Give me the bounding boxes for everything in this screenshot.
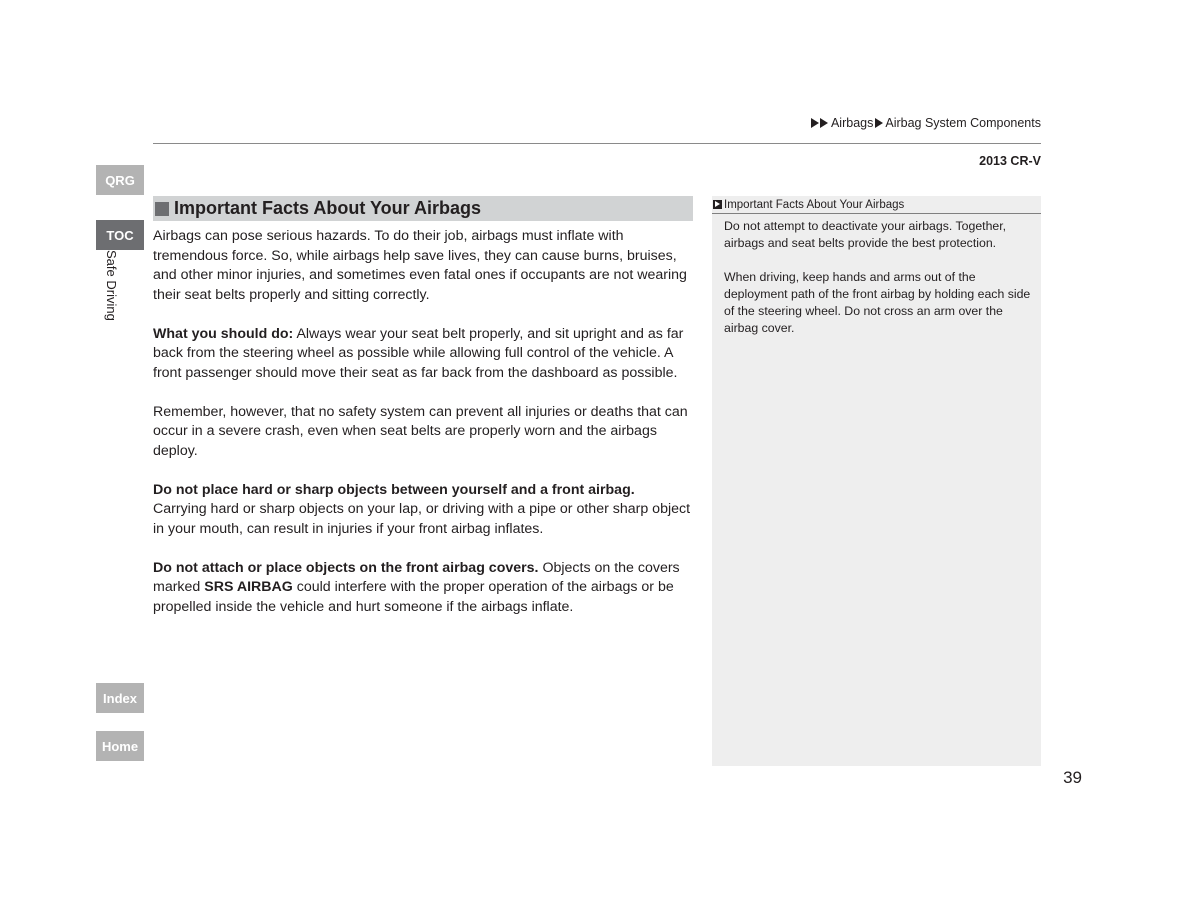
paragraph-remember: Remember, however, that no safety system can prevent all injuries or deaths that can occur in a severe crash, even when seat belts are properly worn and the airbags deploy. xyxy=(153,403,688,459)
paragraph-text: Objects on the covers marked xyxy=(153,559,680,595)
header-divider xyxy=(153,143,1041,144)
section-label: Safe Driving xyxy=(104,250,119,321)
paragraph-text: could interfere with the proper operation of the airbags or be propelled inside the vehicle and hurt someone if the airbags inflate. xyxy=(153,579,674,615)
paragraph-hazards: Airbags can pose serious hazards. To do their job, airbags must inflate with tremendous force. So, while airbags help save lives, they can cause burns, bruises, and other minor injuries, and sometimes even fatal ones if occupants are not wearing their seat belts properly and sitting correctly. xyxy=(153,228,687,303)
paragraph-sharp-objects xyxy=(153,481,698,540)
index-tab[interactable]: Index xyxy=(96,683,144,713)
toc-tab[interactable]: TOC xyxy=(96,220,144,250)
heading-square-icon xyxy=(155,202,169,216)
note-panel xyxy=(712,196,1041,766)
model-label: 2013 CR-V xyxy=(979,154,1041,168)
page-number: 39 xyxy=(1063,768,1082,787)
breadcrumb-current-page[interactable]: Airbag System Components xyxy=(885,116,1041,130)
home-tab[interactable]: Home xyxy=(96,731,144,761)
note-paragraph: When driving, keep hands and arms out of the deployment path of the front airbag by holding each side of the steering wheel. Do not cross an arm over the airbag cover. xyxy=(724,270,1031,335)
paragraph-lead: Do not attach or place objects on the front airbag covers. xyxy=(153,559,539,576)
note-header[interactable] xyxy=(712,196,1041,214)
paragraph-text: Always wear your seat belt properly, and sit upright and as far back from the steering wheel as possible while allowing full control of the vehicle. A front passenger should move their seat as far back from the dashboard as possible. xyxy=(153,325,684,381)
paragraph-text: Carrying hard or sharp objects on your lap, or driving with a pipe or other sharp object in your mouth, can result in injuries if your front airbag inflates. xyxy=(153,501,691,537)
section-heading xyxy=(153,196,693,221)
srs-airbag-label: SRS AIRBAG xyxy=(204,579,293,595)
note-body xyxy=(724,218,1036,354)
breadcrumb xyxy=(811,116,1041,130)
paragraph-airbag-covers xyxy=(153,559,698,618)
paragraph-lead: What you should do: xyxy=(153,325,294,342)
qrg-tab[interactable]: QRG xyxy=(96,165,144,195)
main-body xyxy=(153,227,698,637)
breadcrumb-separator-icon xyxy=(875,118,883,128)
note-header-text: Important Facts About Your Airbags xyxy=(724,198,905,211)
breadcrumb-link-airbags[interactable]: Airbags xyxy=(830,116,874,130)
breadcrumb-arrow-icon xyxy=(820,118,828,128)
note-paragraph: Do not attempt to deactivate your airbags. Together, airbags and seat belts provide the best protection. xyxy=(724,219,1007,250)
paragraph-what-to-do xyxy=(153,325,698,384)
section-heading-text: Important Facts About Your Airbags xyxy=(174,198,482,218)
breadcrumb-arrow-icon xyxy=(811,118,819,128)
paragraph-lead: Do not place hard or sharp objects between yourself and a front airbag. xyxy=(153,481,635,498)
note-reference-icon xyxy=(713,200,722,209)
